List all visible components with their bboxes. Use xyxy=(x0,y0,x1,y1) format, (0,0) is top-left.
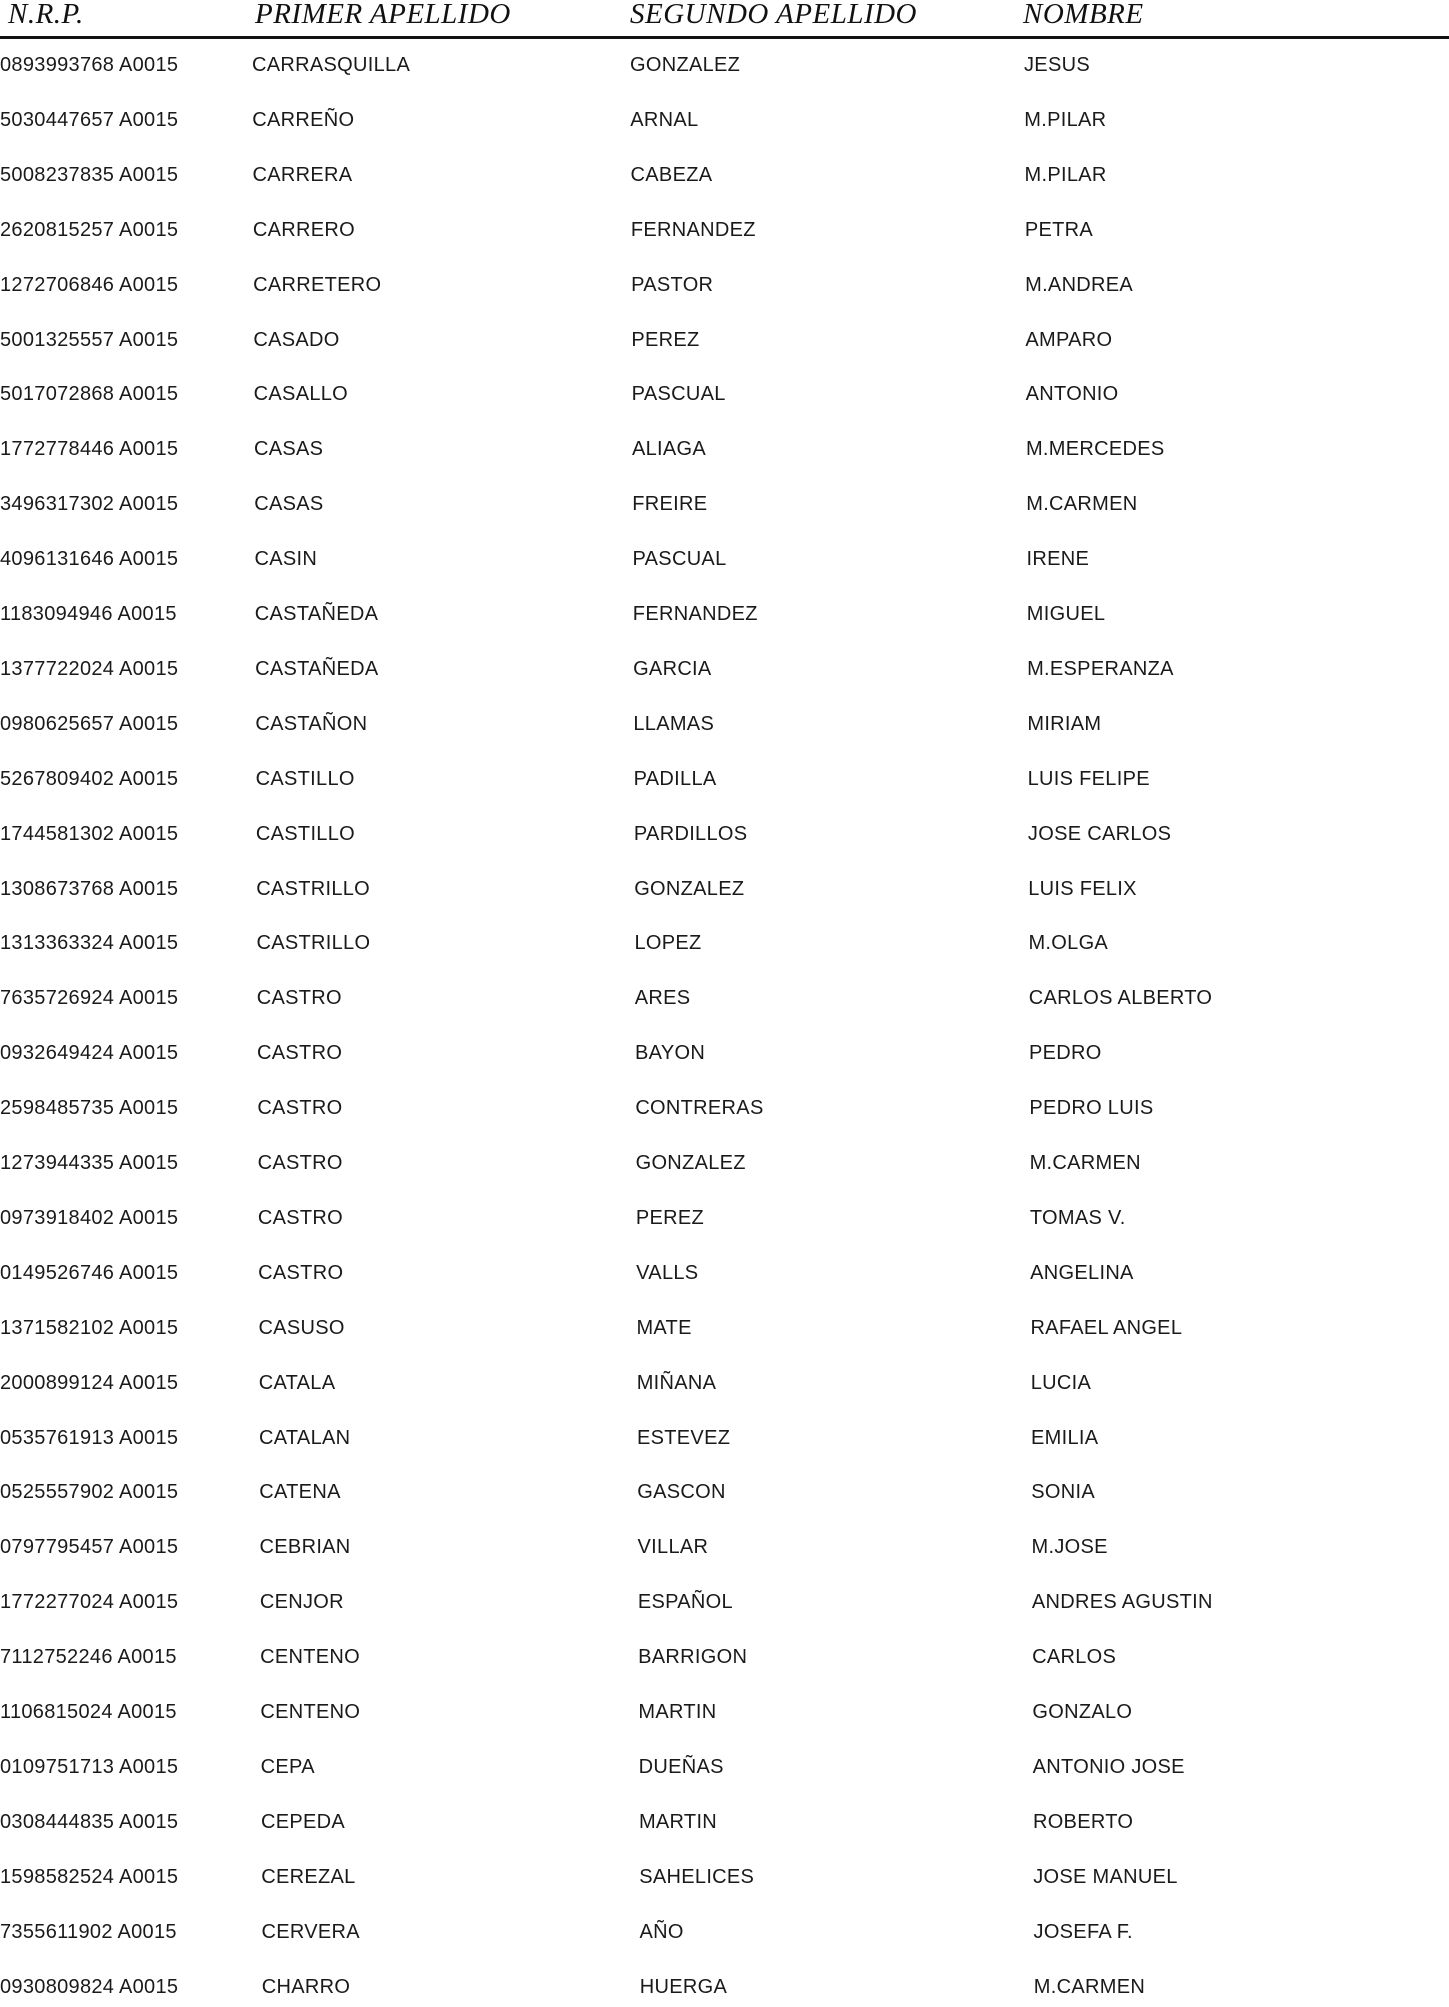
row-nrp: 0149526746 A0015 xyxy=(0,1261,179,1284)
row-nrp: 1377722024 A0015 xyxy=(0,657,179,680)
row-nombre: JOSE MANUEL xyxy=(1033,1865,1178,1888)
row-segundo-apellido: GONZALEZ xyxy=(635,1152,746,1174)
row-nombre: AMPARO xyxy=(1025,328,1113,351)
row-nombre: IRENE xyxy=(1026,548,1090,571)
table-row xyxy=(0,809,1449,849)
row-segundo-apellido: LOPEZ xyxy=(634,932,702,955)
row-segundo-apellido: MARTIN xyxy=(638,1810,718,1833)
row-primer-apellido: CARREÑO xyxy=(252,108,355,131)
table-row xyxy=(0,918,1449,958)
row-nombre: JOSEFA F. xyxy=(1033,1920,1133,1943)
row-segundo-apellido: HUERGA xyxy=(639,1975,728,1998)
row-nombre: GONZALO xyxy=(1032,1701,1133,1723)
row-nrp: 1308673768 A0015 xyxy=(0,877,179,900)
table-row xyxy=(0,1303,1449,1343)
row-primer-apellido: CEBRIAN xyxy=(259,1536,351,1559)
row-primer-apellido: CEPEDA xyxy=(260,1810,345,1833)
table-row xyxy=(0,644,1449,684)
row-nombre: M.ESPERANZA xyxy=(1027,657,1174,680)
row-nrp: 1772277024 A0015 xyxy=(0,1591,179,1614)
row-nrp: 1106815024 A0015 xyxy=(0,1701,177,1723)
row-primer-apellido: CASTRO xyxy=(257,1042,343,1065)
row-primer-apellido: CENJOR xyxy=(259,1591,344,1614)
row-nombre: PEDRO xyxy=(1029,1042,1102,1065)
table-row xyxy=(0,424,1449,464)
row-segundo-apellido: MIÑANA xyxy=(636,1371,717,1394)
row-nrp: 0973918402 A0015 xyxy=(0,1206,179,1229)
row-primer-apellido: CATALAN xyxy=(259,1426,351,1449)
row-nombre: EMILIA xyxy=(1031,1426,1099,1449)
row-nrp: 7635726924 A0015 xyxy=(0,987,179,1010)
row-segundo-apellido: GONZALEZ xyxy=(630,54,741,76)
row-segundo-apellido: BARRIGON xyxy=(638,1646,748,1669)
header-segundo-apellido: SEGUNDO APELLIDO xyxy=(630,0,917,30)
row-primer-apellido: CASAS xyxy=(254,493,324,516)
table-row xyxy=(0,1248,1449,1288)
row-nombre: LUIS FELIPE xyxy=(1027,767,1150,790)
row-nrp: 0525557902 A0015 xyxy=(0,1481,179,1504)
row-nombre: M.JOSE xyxy=(1031,1536,1108,1559)
row-primer-apellido: CASTAÑEDA xyxy=(255,657,379,680)
table-row xyxy=(0,754,1449,794)
row-primer-apellido: CASTAÑEDA xyxy=(254,603,379,625)
row-nrp: 1371582102 A0015 xyxy=(0,1316,179,1339)
row-segundo-apellido: ARES xyxy=(634,987,691,1010)
row-segundo-apellido: PEREZ xyxy=(631,328,700,351)
row-nombre: PETRA xyxy=(1024,218,1094,241)
row-primer-apellido: CASTRILLO xyxy=(256,932,371,955)
table-row xyxy=(0,479,1449,519)
table-row xyxy=(0,95,1449,135)
header-primer-apellido: PRIMER APELLIDO xyxy=(255,0,511,30)
row-nrp: 1772778446 A0015 xyxy=(0,438,179,461)
row-primer-apellido: CASADO xyxy=(253,328,340,351)
table-row xyxy=(0,369,1449,409)
table-row xyxy=(0,1962,1449,2002)
row-nrp: 0308444835 A0015 xyxy=(0,1810,179,1833)
table-row xyxy=(0,1687,1449,1727)
row-nrp: 2620815257 A0015 xyxy=(0,218,179,241)
row-primer-apellido: CASTRO xyxy=(256,987,342,1010)
row-nrp: 0797795457 A0015 xyxy=(0,1536,179,1559)
row-nombre: M.CARMEN xyxy=(1029,1152,1141,1174)
row-nrp: 0893993768 A0015 xyxy=(0,54,179,76)
row-primer-apellido: CARRASQUILLA xyxy=(252,54,411,76)
table-row xyxy=(0,1028,1449,1068)
row-nombre: MIGUEL xyxy=(1026,603,1106,625)
row-primer-apellido: CASTRO xyxy=(257,1152,343,1174)
table-row xyxy=(0,699,1449,739)
row-nombre: M.CARMEN xyxy=(1026,493,1138,516)
row-primer-apellido: CENTENO xyxy=(260,1701,361,1723)
row-primer-apellido: CEPA xyxy=(260,1755,315,1778)
row-nombre: JESUS xyxy=(1024,54,1090,76)
table-row xyxy=(0,1522,1449,1562)
row-segundo-apellido: ARNAL xyxy=(630,108,699,131)
row-primer-apellido: CASIN xyxy=(254,548,318,571)
row-primer-apellido: CASTILLO xyxy=(255,822,356,845)
table-row xyxy=(0,864,1449,904)
header-nrp: N.R.P. xyxy=(8,0,84,30)
row-nombre: LUIS FELIX xyxy=(1028,877,1137,900)
row-nombre: M.PILAR xyxy=(1024,163,1107,186)
row-nrp: 5001325557 A0015 xyxy=(0,328,179,351)
table-header xyxy=(0,0,1449,40)
table-row xyxy=(0,205,1449,245)
row-nrp: 2598485735 A0015 xyxy=(0,1097,179,1120)
row-primer-apellido: CENTENO xyxy=(260,1646,360,1669)
row-nrp: 0535761913 A0015 xyxy=(0,1426,179,1449)
row-primer-apellido: CASAS xyxy=(253,438,324,461)
row-primer-apellido: CASALLO xyxy=(253,383,349,406)
row-nombre: ANDRES AGUSTIN xyxy=(1031,1591,1213,1614)
row-primer-apellido: CARRETERO xyxy=(253,273,382,296)
row-nrp: 5008237835 A0015 xyxy=(0,163,179,186)
row-segundo-apellido: VILLAR xyxy=(637,1536,709,1559)
row-segundo-apellido: FREIRE xyxy=(632,493,708,516)
row-nombre: M.OLGA xyxy=(1028,932,1109,955)
row-primer-apellido: CATALA xyxy=(258,1371,336,1394)
row-nombre: CARLOS ALBERTO xyxy=(1028,987,1213,1010)
row-nrp: 7355611902 A0015 xyxy=(0,1920,177,1943)
table-row xyxy=(0,1742,1449,1782)
row-nrp: 1744581302 A0015 xyxy=(0,822,179,845)
table-row xyxy=(0,1193,1449,1233)
table-row xyxy=(0,1577,1449,1617)
row-primer-apellido: CASTRO xyxy=(257,1206,344,1229)
table-row xyxy=(0,1852,1449,1892)
row-segundo-apellido: VALLS xyxy=(636,1261,699,1284)
table-row xyxy=(0,1138,1449,1178)
row-nombre: PEDRO LUIS xyxy=(1029,1097,1154,1120)
row-nrp: 0980625657 A0015 xyxy=(0,712,179,735)
row-segundo-apellido: PASCUAL xyxy=(632,548,727,571)
row-nombre: M.ANDREA xyxy=(1025,273,1134,296)
row-nombre: TOMAS V. xyxy=(1029,1206,1126,1229)
row-nombre: RAFAEL ANGEL xyxy=(1030,1316,1183,1339)
row-nombre: ANTONIO JOSE xyxy=(1032,1755,1185,1778)
row-primer-apellido: CASTRO xyxy=(258,1261,344,1284)
row-segundo-apellido: CONTRERAS xyxy=(635,1097,764,1120)
row-primer-apellido: CASTRO xyxy=(257,1097,343,1120)
row-primer-apellido: CASTILLO xyxy=(255,767,355,790)
row-segundo-apellido: MATE xyxy=(636,1316,692,1339)
row-primer-apellido: CEREZAL xyxy=(261,1865,356,1888)
table-row xyxy=(0,150,1449,190)
table-row xyxy=(0,1467,1449,1507)
row-nombre: SONIA xyxy=(1031,1481,1096,1504)
row-nrp: 1313363324 A0015 xyxy=(0,932,179,955)
row-nombre: ROBERTO xyxy=(1032,1810,1134,1833)
row-nrp: 1272706846 A0015 xyxy=(0,273,179,296)
row-nombre: ANGELINA xyxy=(1030,1261,1134,1284)
row-primer-apellido: CARRERO xyxy=(252,218,355,241)
row-segundo-apellido: PEREZ xyxy=(635,1206,705,1229)
table-row xyxy=(0,40,1449,80)
row-segundo-apellido: ESTEVEZ xyxy=(637,1426,731,1449)
table-row xyxy=(0,1907,1449,1947)
row-nrp: 5030447657 A0015 xyxy=(0,108,179,131)
row-primer-apellido: CERVERA xyxy=(261,1920,360,1943)
row-segundo-apellido: GARCIA xyxy=(633,657,712,680)
table-row xyxy=(0,589,1449,629)
row-nrp: 5017072868 A0015 xyxy=(0,383,179,406)
row-nrp: 3496317302 A0015 xyxy=(0,493,179,516)
row-segundo-apellido: PARDILLOS xyxy=(633,822,748,845)
table-row xyxy=(0,1632,1449,1672)
row-nrp: 2000899124 A0015 xyxy=(0,1371,179,1394)
table-row xyxy=(0,973,1449,1013)
row-segundo-apellido: GASCON xyxy=(637,1481,726,1504)
row-primer-apellido: CASUSO xyxy=(258,1316,345,1339)
row-nrp: 7112752246 A0015 xyxy=(0,1646,177,1669)
row-segundo-apellido: FERNANDEZ xyxy=(630,218,756,241)
row-nombre: M.CARMEN xyxy=(1033,1975,1146,1998)
table-row xyxy=(0,260,1449,300)
row-nombre: MIRIAM xyxy=(1027,712,1102,735)
table-row xyxy=(0,1797,1449,1837)
row-nombre: JOSE CARLOS xyxy=(1027,822,1172,845)
table-row xyxy=(0,1083,1449,1123)
row-nrp: 4096131646 A0015 xyxy=(0,548,179,571)
row-segundo-apellido: ALIAGA xyxy=(631,438,707,461)
row-segundo-apellido: MARTIN xyxy=(638,1701,717,1723)
row-nrp: 5267809402 A0015 xyxy=(0,767,179,790)
header-nombre: NOMBRE xyxy=(1023,0,1144,30)
row-nrp: 1183094946 A0015 xyxy=(0,603,177,625)
row-segundo-apellido: SAHELICES xyxy=(639,1865,755,1888)
table-row xyxy=(0,1358,1449,1398)
row-primer-apellido: CATENA xyxy=(259,1481,341,1504)
row-segundo-apellido: BAYON xyxy=(635,1042,706,1065)
row-nrp: 0930809824 A0015 xyxy=(0,1975,179,1998)
row-nrp: 0109751713 A0015 xyxy=(0,1755,179,1778)
row-segundo-apellido: FERNANDEZ xyxy=(632,603,758,625)
row-segundo-apellido: PASCUAL xyxy=(631,383,726,406)
row-segundo-apellido: LLAMAS xyxy=(633,712,715,735)
table-row xyxy=(0,1413,1449,1453)
row-segundo-apellido: GONZALEZ xyxy=(634,877,745,900)
row-primer-apellido: CARRERA xyxy=(252,163,353,186)
row-segundo-apellido: DUEÑAS xyxy=(638,1755,724,1778)
row-primer-apellido: CASTAÑON xyxy=(255,712,368,735)
row-segundo-apellido: ESPAÑOL xyxy=(637,1591,733,1614)
row-nombre: ANTONIO xyxy=(1025,383,1119,406)
table-row xyxy=(0,534,1449,574)
header-rule xyxy=(0,36,1449,39)
row-nombre: CARLOS xyxy=(1032,1646,1117,1669)
row-nrp: 1273944335 A0015 xyxy=(0,1152,179,1174)
row-segundo-apellido: AÑO xyxy=(639,1920,684,1943)
row-nombre: LUCIA xyxy=(1030,1371,1092,1394)
row-segundo-apellido: CABEZA xyxy=(630,163,713,186)
row-segundo-apellido: PASTOR xyxy=(631,273,714,296)
row-primer-apellido: CASTRILLO xyxy=(256,877,371,900)
table-row xyxy=(0,315,1449,355)
row-nrp: 0932649424 A0015 xyxy=(0,1042,179,1065)
row-nrp: 1598582524 A0015 xyxy=(0,1865,179,1888)
row-segundo-apellido: PADILLA xyxy=(633,767,717,790)
row-nombre: M.MERCEDES xyxy=(1025,438,1165,461)
row-primer-apellido: CHARRO xyxy=(261,1975,351,1998)
row-nombre: M.PILAR xyxy=(1024,108,1107,131)
